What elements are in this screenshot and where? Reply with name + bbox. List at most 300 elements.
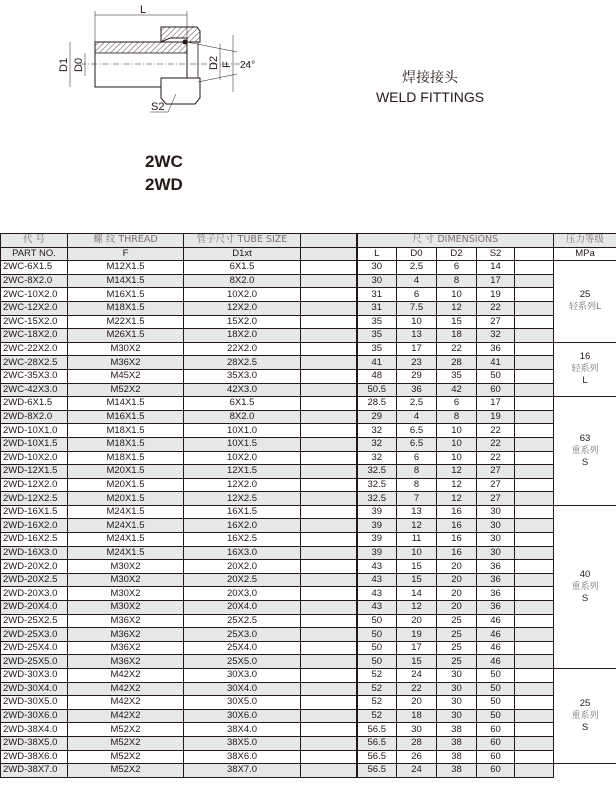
dim-D0-cell: 6 (397, 288, 437, 302)
tube-size-cell: 30X3.0 (184, 669, 301, 683)
tube-size-cell: 30X6.0 (184, 709, 301, 723)
blank-cell (301, 573, 357, 587)
thread-cell: M52X2 (68, 750, 184, 764)
header-part-no: PART NO. (1, 247, 68, 261)
tube-size-cell: 10X2.0 (184, 288, 301, 302)
thread-cell: M42X2 (68, 709, 184, 723)
dim-S2-cell: 60 (477, 383, 515, 397)
blank-cell (515, 505, 554, 519)
dim-S2-cell: 50 (477, 696, 515, 710)
dim-L-cell: 39 (357, 519, 397, 533)
blank-cell (301, 261, 357, 275)
dim-S2-cell: 46 (477, 641, 515, 655)
tube-size-cell: 15X2.0 (184, 315, 301, 329)
title-english: WELD FITTINGS (375, 89, 485, 105)
header-mpa: MPa (554, 247, 616, 261)
tube-size-cell: 22X2.0 (184, 342, 301, 356)
table-row (1, 750, 616, 764)
dim-D0-cell: 6.5 (397, 424, 437, 438)
part-number-cell: 2WC-28X2.5 (1, 356, 68, 370)
dim-L-cell: 32 (357, 437, 397, 451)
part-number-cell: 2WD-6X1.5 (1, 397, 68, 411)
part-number-cell: 2WC-6X1.5 (1, 261, 68, 275)
table-row (1, 546, 616, 560)
blank-cell (301, 614, 357, 628)
dim-D0-cell: 20 (397, 696, 437, 710)
blank-cell (301, 655, 357, 669)
blank-cell (515, 601, 554, 615)
header-d1xt: D1xt (184, 247, 301, 261)
table-row (1, 261, 616, 275)
blank-cell (515, 696, 554, 710)
dim-D0-cell: 23 (397, 356, 437, 370)
dim-L-cell: 56.5 (357, 764, 397, 778)
table-row (1, 601, 616, 615)
blank-cell (301, 288, 357, 302)
header-tube-size: 管子尺寸 TUBE SIZE (184, 234, 301, 248)
dim-L-cell: 30 (357, 261, 397, 275)
pressure-rating-cell (554, 505, 616, 668)
dim-L-cell: 50.5 (357, 383, 397, 397)
dim-D0-cell: 14 (397, 587, 437, 601)
blank-cell (515, 274, 554, 288)
blank-cell (301, 342, 357, 356)
blank-cell (515, 261, 554, 275)
blank-cell (515, 397, 554, 411)
dim-S2-cell: 46 (477, 614, 515, 628)
part-number-cell: 2WD-12X2.5 (1, 492, 68, 506)
thread-cell: M20X1.5 (68, 492, 184, 506)
dim-D0-cell: 2.5 (397, 397, 437, 411)
part-number-cell: 2WD-30X3.0 (1, 669, 68, 683)
part-number-cell: 2WC-42X3.0 (1, 383, 68, 397)
dim-D0-cell: 8 (397, 465, 437, 479)
model-code-2wc: 2WC (145, 152, 183, 171)
dim-D0-cell: 12 (397, 519, 437, 533)
dim-S2-cell: 14 (477, 261, 515, 275)
dim-S2-cell: 36 (477, 573, 515, 587)
thread-cell: M20X1.5 (68, 478, 184, 492)
thread-cell: M20X1.5 (68, 465, 184, 479)
blank-cell (515, 764, 554, 778)
table-row (1, 342, 616, 356)
dim-L-cell: 32 (357, 424, 397, 438)
dim-D0-cell: 24 (397, 669, 437, 683)
blank-cell (301, 601, 357, 615)
tube-size-cell: 28X2.5 (184, 356, 301, 370)
tube-size-cell: 16X3.0 (184, 546, 301, 560)
blank-cell (301, 560, 357, 574)
dim-L-cell: 50 (357, 655, 397, 669)
dim-D0-cell: 8 (397, 478, 437, 492)
blank-cell (301, 301, 357, 315)
tube-size-cell: 30X5.0 (184, 696, 301, 710)
dim-D2-cell: 12 (437, 465, 477, 479)
blank-cell (301, 356, 357, 370)
dim-L-cell: 30 (357, 274, 397, 288)
dim-D2-cell: 12 (437, 492, 477, 506)
thread-cell: M45X2 (68, 369, 184, 383)
dim-D2-cell: 18 (437, 329, 477, 343)
dim-L-cell: 39 (357, 546, 397, 560)
dim-D0-cell: 36 (397, 383, 437, 397)
part-number-cell: 2WD-16X3.0 (1, 546, 68, 560)
dim-L-cell: 50 (357, 614, 397, 628)
part-number-cell: 2WD-10X2.0 (1, 451, 68, 465)
label-D1: D1 (58, 57, 70, 72)
thread-cell: M52X2 (68, 736, 184, 750)
dim-S2-cell: 17 (477, 397, 515, 411)
pressure-series-unit: S (581, 457, 589, 468)
dim-L-cell: 52 (357, 696, 397, 710)
thread-cell: M22X1.5 (68, 315, 184, 329)
blank-cell (515, 669, 554, 683)
blank-cell (301, 465, 357, 479)
thread-cell: M30X2 (68, 342, 184, 356)
blank-cell (515, 329, 554, 343)
table-row (1, 424, 616, 438)
pressure-rating-cell (554, 669, 616, 764)
blank-cell (301, 424, 357, 438)
blank-cell (515, 682, 554, 696)
blank-cell (515, 560, 554, 574)
dim-D2-cell: 38 (437, 764, 477, 778)
dim-D2-cell: 10 (437, 424, 477, 438)
dim-D2-cell: 10 (437, 288, 477, 302)
part-number-cell: 2WD-30X5.0 (1, 696, 68, 710)
thread-cell: M24X1.5 (68, 546, 184, 560)
part-number-cell: 2WD-38X4.0 (1, 723, 68, 737)
pressure-series: 轻系列L (568, 302, 601, 313)
blank-cell (301, 709, 357, 723)
pressure-series: 重系列 (571, 581, 599, 592)
dim-L-cell: 52 (357, 682, 397, 696)
part-number-cell: 2WD-16X2.0 (1, 519, 68, 533)
part-number-cell: 2WC-15X2.0 (1, 315, 68, 329)
table-row (1, 397, 616, 411)
tube-size-cell: 16X2.5 (184, 533, 301, 547)
dim-L-cell: 32.5 (357, 492, 397, 506)
dim-S2-cell: 27 (477, 465, 515, 479)
tube-size-cell: 38X6.0 (184, 750, 301, 764)
dim-S2-cell: 17 (477, 274, 515, 288)
header-L: L (357, 247, 397, 261)
blank-cell (301, 329, 357, 343)
title-chinese: 焊接接头 (402, 70, 458, 86)
dim-S2-cell: 27 (477, 478, 515, 492)
dim-D2-cell: 20 (437, 601, 477, 615)
dim-D2-cell: 35 (437, 369, 477, 383)
header-D2: D2 (437, 247, 477, 261)
tube-size-cell: 20X3.0 (184, 587, 301, 601)
thread-cell: M42X2 (68, 696, 184, 710)
header-row-2 (1, 247, 616, 261)
dim-L-cell: 56.5 (357, 723, 397, 737)
part-number-cell: 2WD-25X4.0 (1, 641, 68, 655)
dim-L-cell: 43 (357, 573, 397, 587)
label-F: F (221, 61, 233, 68)
dim-D0-cell: 18 (397, 709, 437, 723)
blank-cell (301, 437, 357, 451)
table-row (1, 560, 616, 574)
dim-D0-cell: 7.5 (397, 301, 437, 315)
dim-L-cell: 29 (357, 410, 397, 424)
label-angle: 24° (240, 60, 256, 71)
header-dimensions: 尺 寸 DIMENSIONS (357, 234, 554, 248)
thread-cell: M30X2 (68, 573, 184, 587)
dim-D0-cell: 26 (397, 750, 437, 764)
blank-cell (515, 342, 554, 356)
part-number-cell: 2WD-10X1.0 (1, 424, 68, 438)
blank-cell (515, 288, 554, 302)
blank-cell (515, 628, 554, 642)
part-number-cell: 2WC-22X2.0 (1, 342, 68, 356)
table-row (1, 641, 616, 655)
table-row (1, 492, 616, 506)
dim-D0-cell: 10 (397, 546, 437, 560)
table-row (1, 301, 616, 315)
pressure-value: 25 (579, 698, 591, 710)
blank-cell (515, 587, 554, 601)
part-number-cell: 2WD-10X1.5 (1, 437, 68, 451)
table-row (1, 587, 616, 601)
dim-D0-cell: 11 (397, 533, 437, 547)
dim-D2-cell: 16 (437, 546, 477, 560)
dim-D2-cell: 30 (437, 669, 477, 683)
blank-cell (515, 478, 554, 492)
part-number-cell: 2WC-10X2.0 (1, 288, 68, 302)
dim-D2-cell: 12 (437, 478, 477, 492)
blank-cell (301, 383, 357, 397)
table-row (1, 628, 616, 642)
dim-D2-cell: 30 (437, 709, 477, 723)
part-number-cell: 2WD-38X6.0 (1, 750, 68, 764)
tube-size-cell: 16X2.0 (184, 519, 301, 533)
dim-D0-cell: 4 (397, 410, 437, 424)
dim-D2-cell: 22 (437, 342, 477, 356)
table-row (1, 315, 616, 329)
thread-cell: M30X2 (68, 601, 184, 615)
part-number-cell: 2WD-12X1.5 (1, 465, 68, 479)
thread-cell: M52X2 (68, 383, 184, 397)
label-S2: S2 (151, 101, 165, 113)
dim-D2-cell: 28 (437, 356, 477, 370)
thread-cell: M16X1.5 (68, 410, 184, 424)
dim-D2-cell: 20 (437, 587, 477, 601)
dim-L-cell: 52 (357, 669, 397, 683)
dim-D2-cell: 25 (437, 641, 477, 655)
dim-D2-cell: 42 (437, 383, 477, 397)
dim-S2-cell: 60 (477, 750, 515, 764)
blank-cell (301, 492, 357, 506)
dim-D2-cell: 25 (437, 614, 477, 628)
tube-size-cell: 12X2.0 (184, 478, 301, 492)
pressure-value: 63 (579, 433, 591, 444)
table-row (1, 669, 616, 683)
dim-D0-cell: 10 (397, 315, 437, 329)
dim-D2-cell: 30 (437, 696, 477, 710)
blank-cell (301, 519, 357, 533)
pressure-series-unit: S (581, 722, 589, 734)
table-row (1, 709, 616, 723)
dim-S2-cell: 22 (477, 301, 515, 315)
blank-cell (301, 533, 357, 547)
dim-S2-cell: 60 (477, 736, 515, 750)
dim-S2-cell: 22 (477, 437, 515, 451)
pressure-rating-cell (554, 342, 616, 396)
blank-cell (301, 750, 357, 764)
table-row (1, 288, 616, 302)
blank-cell (515, 614, 554, 628)
dim-D2-cell: 16 (437, 533, 477, 547)
dim-S2-cell: 32 (477, 329, 515, 343)
blank-cell (301, 546, 357, 560)
table-row (1, 764, 616, 778)
dim-D0-cell: 15 (397, 560, 437, 574)
tube-size-cell: 10X1.5 (184, 437, 301, 451)
table-row (1, 437, 616, 451)
table-row (1, 369, 616, 383)
thread-cell: M18X1.5 (68, 437, 184, 451)
thread-cell: M52X2 (68, 723, 184, 737)
part-number-cell: 2WC-35X3.0 (1, 369, 68, 383)
dim-L-cell: 28.5 (357, 397, 397, 411)
label-D0: D0 (73, 57, 85, 72)
tube-size-cell: 25X2.5 (184, 614, 301, 628)
tube-size-cell: 42X3.0 (184, 383, 301, 397)
tube-size-cell: 8X2.0 (184, 274, 301, 288)
part-number-cell: 2WD-30X4.0 (1, 682, 68, 696)
thread-cell: M18X1.5 (68, 301, 184, 315)
table-row (1, 505, 616, 519)
blank-cell (301, 696, 357, 710)
part-number-cell: 2WD-8X2.0 (1, 410, 68, 424)
thread-cell: M26X1.5 (68, 329, 184, 343)
part-number-cell: 2WD-25X5.0 (1, 655, 68, 669)
dim-S2-cell: 60 (477, 764, 515, 778)
thread-cell: M36X2 (68, 614, 184, 628)
thread-cell: M36X2 (68, 655, 184, 669)
dim-D0-cell: 7 (397, 492, 437, 506)
blank-cell (515, 383, 554, 397)
table-row (1, 736, 616, 750)
dim-S2-cell: 30 (477, 546, 515, 560)
table-row (1, 465, 616, 479)
blank-cell (301, 274, 357, 288)
blank-cell (515, 451, 554, 465)
header-D0: D0 (397, 247, 437, 261)
pressure-series: 轻系列 (571, 364, 599, 375)
blank-cell (515, 655, 554, 669)
dim-S2-cell: 60 (477, 723, 515, 737)
thread-cell: M24X1.5 (68, 505, 184, 519)
pressure-rating-cell (554, 261, 616, 343)
table-row (1, 723, 616, 737)
blank-cell (515, 641, 554, 655)
table-row (1, 573, 616, 587)
tube-size-cell: 25X5.0 (184, 655, 301, 669)
dim-D2-cell: 16 (437, 505, 477, 519)
dim-S2-cell: 46 (477, 628, 515, 642)
dim-D0-cell: 24 (397, 764, 437, 778)
dim-D0-cell: 6 (397, 451, 437, 465)
header-blank (301, 234, 357, 248)
dim-D0-cell: 30 (397, 723, 437, 737)
label-D2: D2 (208, 55, 220, 70)
dim-L-cell: 50 (357, 628, 397, 642)
blank-cell (301, 369, 357, 383)
pressure-value: 40 (579, 568, 591, 580)
dim-D2-cell: 8 (437, 274, 477, 288)
dim-S2-cell: 50 (477, 682, 515, 696)
dim-D0-cell: 2.5 (397, 261, 437, 275)
dim-S2-cell: 27 (477, 492, 515, 506)
dim-D2-cell: 38 (437, 750, 477, 764)
dim-L-cell: 32.5 (357, 465, 397, 479)
dim-L-cell: 35 (357, 329, 397, 343)
thread-cell: M14X1.5 (68, 397, 184, 411)
tube-size-cell: 16X1.5 (184, 505, 301, 519)
thread-cell: M18X1.5 (68, 451, 184, 465)
dim-D2-cell: 10 (437, 451, 477, 465)
blank-cell (515, 546, 554, 560)
dim-L-cell: 48 (357, 369, 397, 383)
header-pressure: 压力等级 (554, 234, 616, 248)
dim-D2-cell: 20 (437, 560, 477, 574)
blank-cell (301, 764, 357, 778)
table-row (1, 329, 616, 343)
header-code: 代 号 (1, 234, 68, 248)
dim-L-cell: 31 (357, 288, 397, 302)
thread-cell: M52X2 (68, 764, 184, 778)
part-number-cell: 2WD-20X2.0 (1, 560, 68, 574)
dim-D2-cell: 38 (437, 736, 477, 750)
dim-L-cell: 35 (357, 315, 397, 329)
tube-size-cell: 35X3.0 (184, 369, 301, 383)
dim-D0-cell: 28 (397, 736, 437, 750)
pressure-value: 16 (579, 351, 591, 363)
dim-S2-cell: 22 (477, 451, 515, 465)
tube-size-cell: 38X4.0 (184, 723, 301, 737)
thread-cell: M12X1.5 (68, 261, 184, 275)
dim-D2-cell: 20 (437, 573, 477, 587)
tube-size-cell: 12X2.0 (184, 301, 301, 315)
header-thread: 螺 纹 THREAD (68, 234, 184, 248)
blank-cell (515, 723, 554, 737)
blank-cell (515, 750, 554, 764)
thread-cell: M18X1.5 (68, 424, 184, 438)
dim-D0-cell: 22 (397, 682, 437, 696)
blank-cell (301, 669, 357, 683)
table-row (1, 682, 616, 696)
dim-D0-cell: 17 (397, 342, 437, 356)
blank-cell (515, 519, 554, 533)
tube-size-cell: 8X2.0 (184, 410, 301, 424)
header-blank-2 (301, 247, 357, 261)
part-number-cell: 2WD-25X3.0 (1, 628, 68, 642)
dim-L-cell: 39 (357, 505, 397, 519)
tube-size-cell: 18X2.0 (184, 329, 301, 343)
blank-cell (301, 410, 357, 424)
tube-size-cell: 12X2.5 (184, 492, 301, 506)
part-number-cell: 2WD-38X5.0 (1, 736, 68, 750)
dim-D2-cell: 10 (437, 437, 477, 451)
dim-S2-cell: 46 (477, 655, 515, 669)
header-S2: S2 (477, 247, 515, 261)
dim-S2-cell: 36 (477, 587, 515, 601)
dim-D2-cell: 8 (437, 410, 477, 424)
part-number-cell: 2WD-38X7.0 (1, 764, 68, 778)
